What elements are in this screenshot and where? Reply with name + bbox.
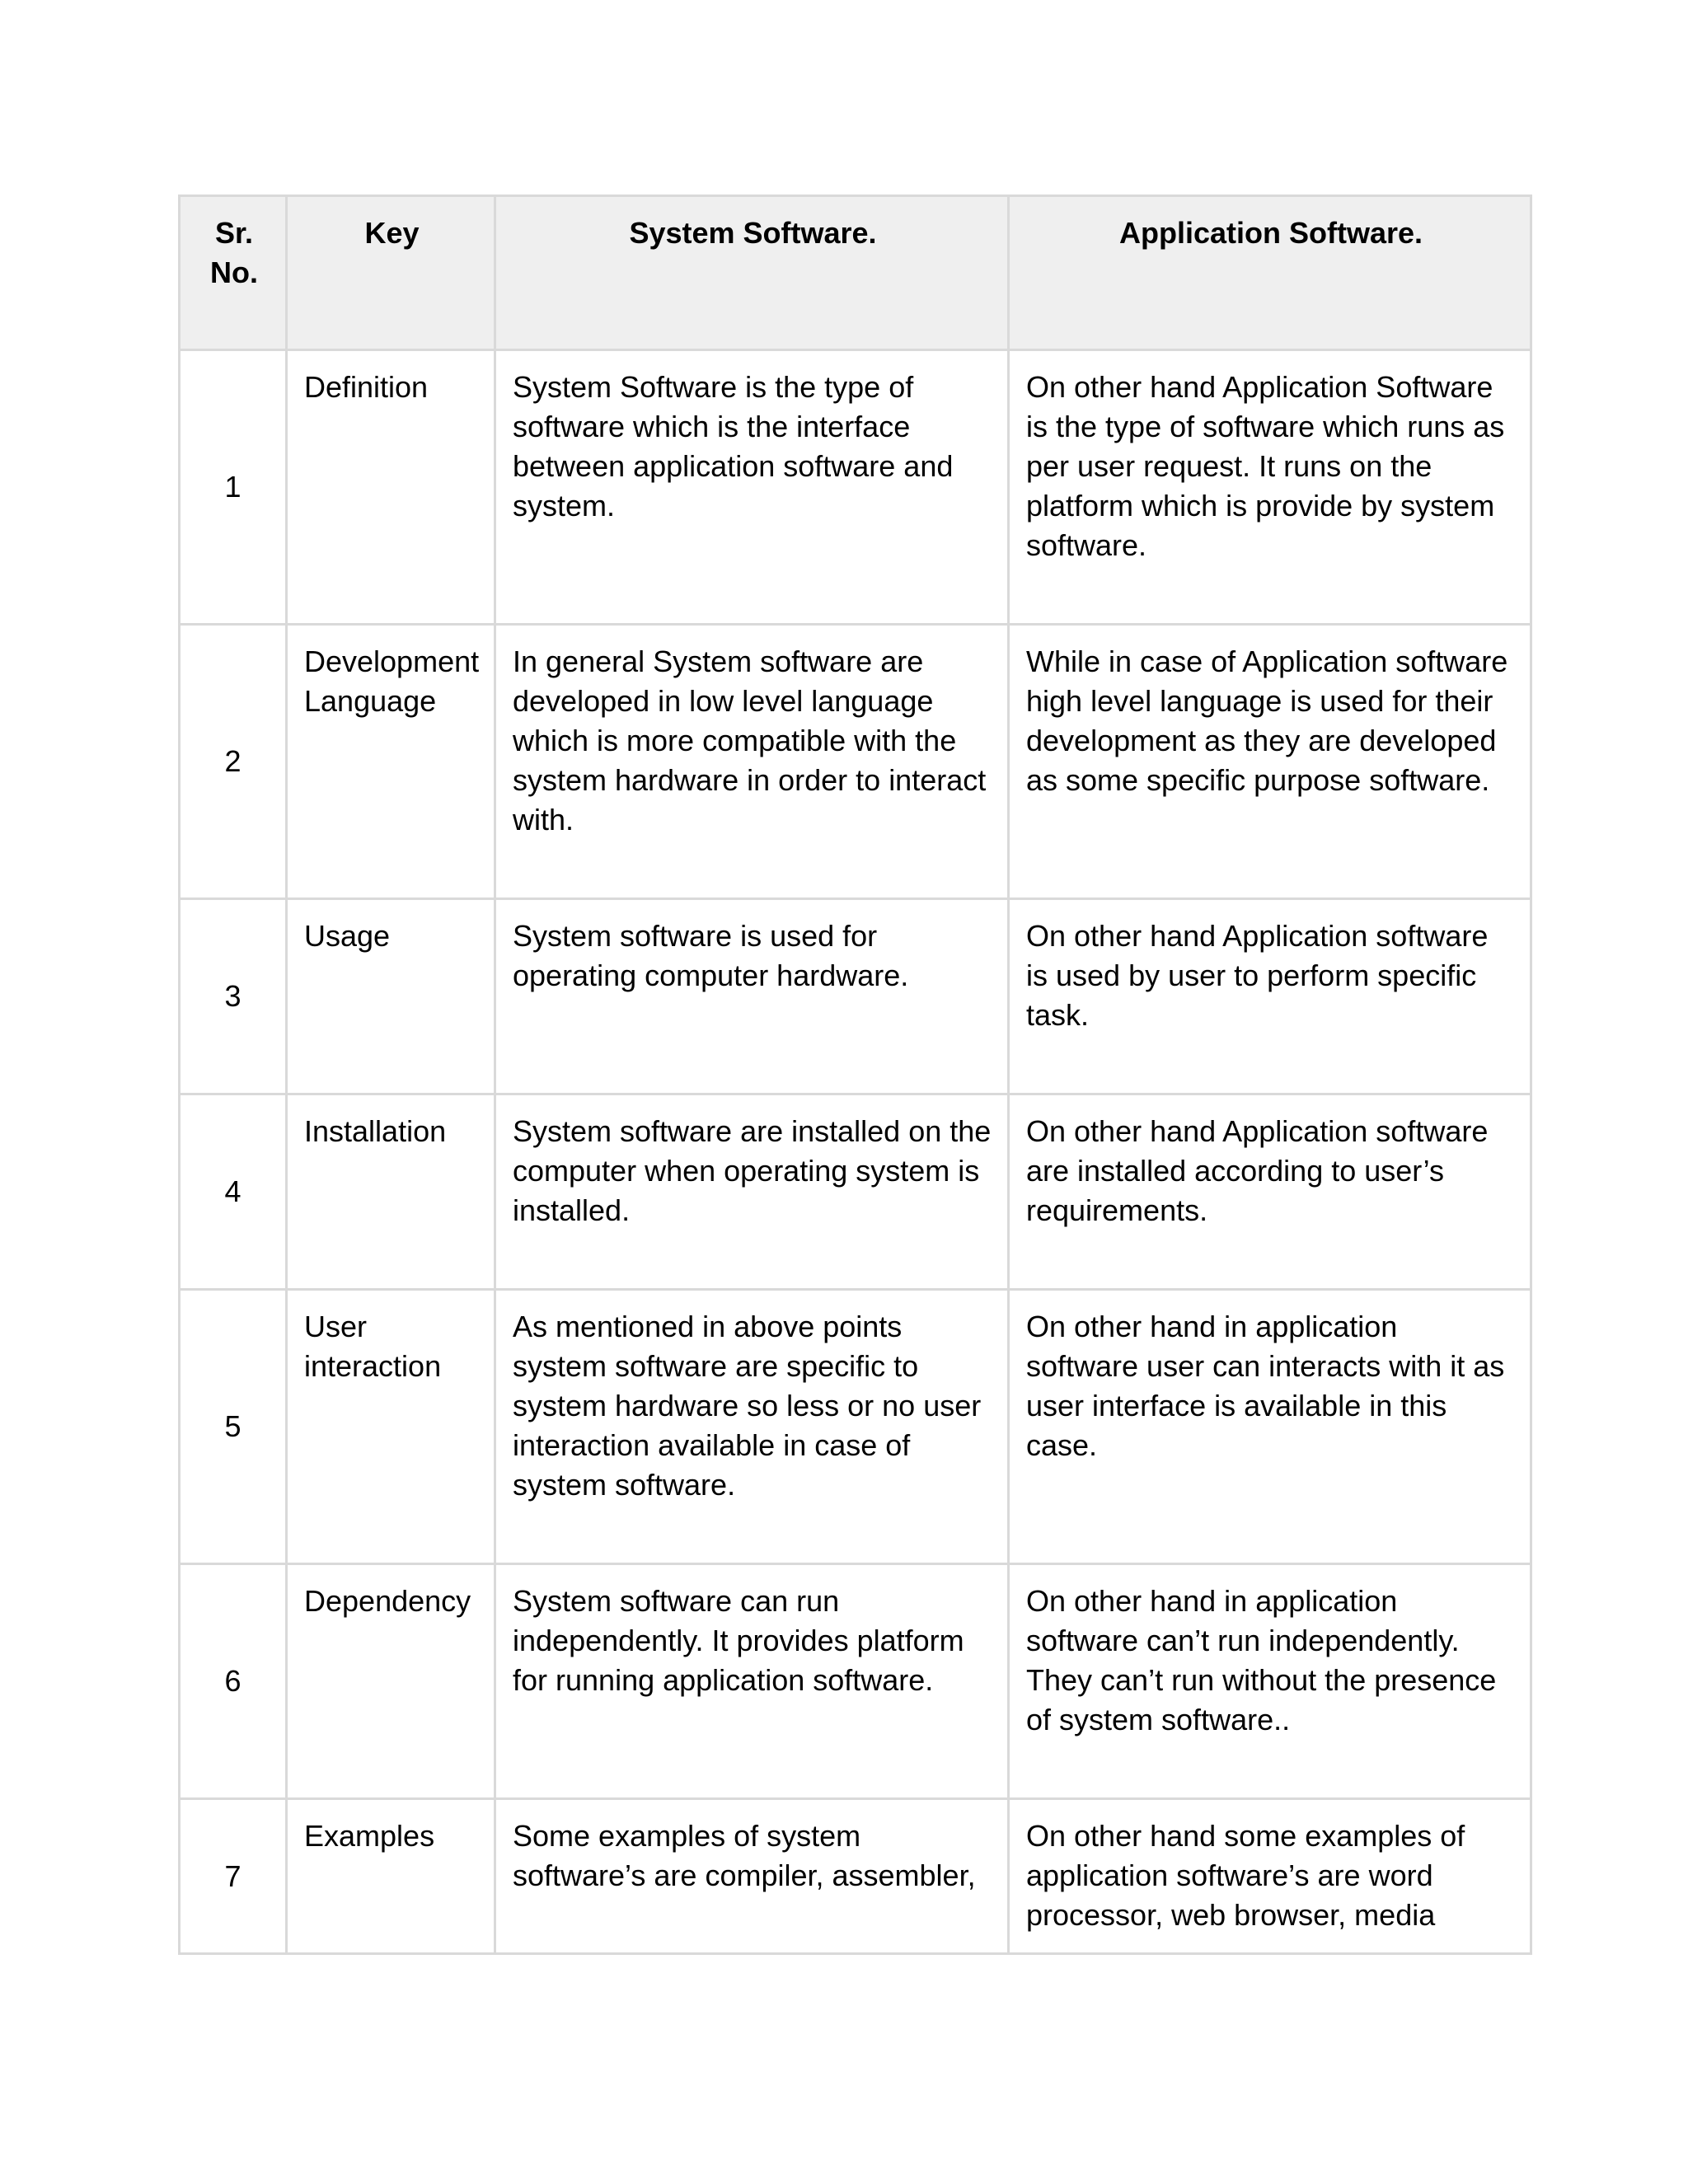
row-number: 6 xyxy=(180,1564,287,1799)
table-row xyxy=(180,1290,1531,1564)
header-key: Key xyxy=(287,196,495,350)
row-application-software: On other hand some examples of application software’s are word processor, web browser, media xyxy=(1009,1799,1531,1954)
row-number: 1 xyxy=(180,350,287,625)
row-application-software: On other hand in application software user can interacts with it as user interface is available in this case. xyxy=(1009,1290,1531,1564)
row-application-software: On other hand in application software can’t run independently. They can’t run without the presence of system software.. xyxy=(1009,1564,1531,1799)
row-key: Installation xyxy=(287,1094,495,1290)
row-number: 2 xyxy=(180,625,287,899)
row-system-software: System Software is the type of software which is the interface between application software and system. xyxy=(495,350,1009,625)
row-application-software: On other hand Application Software is the type of software which runs as per user request. It runs on the platform which is provide by system software. xyxy=(1009,350,1531,625)
row-application-software: On other hand Application software is used by user to perform specific task. xyxy=(1009,899,1531,1094)
row-number: 3 xyxy=(180,899,287,1094)
row-number: 7 xyxy=(180,1799,287,1954)
row-system-software: In general System software are developed in low level language which is more compatible with the system hardware in order to interact with. xyxy=(495,625,1009,899)
row-application-software: While in case of Application software high level language is used for their development as they are developed as some specific purpose software. xyxy=(1009,625,1531,899)
header-sr-no: Sr. No. xyxy=(180,196,287,350)
row-system-software: System software can run independently. It provides platform for running application software. xyxy=(495,1564,1009,1799)
row-key: Usage xyxy=(287,899,495,1094)
row-key: User interaction xyxy=(287,1290,495,1564)
table-row xyxy=(180,899,1531,1094)
row-application-software: On other hand Application software are installed according to user’s requirements. xyxy=(1009,1094,1531,1290)
table-row xyxy=(180,1564,1531,1799)
row-key: Development Language xyxy=(287,625,495,899)
row-key: Dependency xyxy=(287,1564,495,1799)
comparison-table xyxy=(178,194,1532,1955)
table-row xyxy=(180,1094,1531,1290)
table-row xyxy=(180,1799,1531,1954)
row-number: 4 xyxy=(180,1094,287,1290)
row-system-software: Some examples of system software’s are compiler, assembler, xyxy=(495,1799,1009,1954)
table-header-row xyxy=(180,196,1531,350)
row-key: Definition xyxy=(287,350,495,625)
table-row xyxy=(180,625,1531,899)
header-system-software: System Software. xyxy=(495,196,1009,350)
row-system-software: System software are installed on the computer when operating system is installed. xyxy=(495,1094,1009,1290)
row-number: 5 xyxy=(180,1290,287,1564)
row-key: Examples xyxy=(287,1799,495,1954)
table-row xyxy=(180,350,1531,625)
header-application-software: Application Software. xyxy=(1009,196,1531,350)
row-system-software: System software is used for operating computer hardware. xyxy=(495,899,1009,1094)
row-system-software: As mentioned in above points system software are specific to system hardware so less or no user interaction available in case of system software. xyxy=(495,1290,1009,1564)
